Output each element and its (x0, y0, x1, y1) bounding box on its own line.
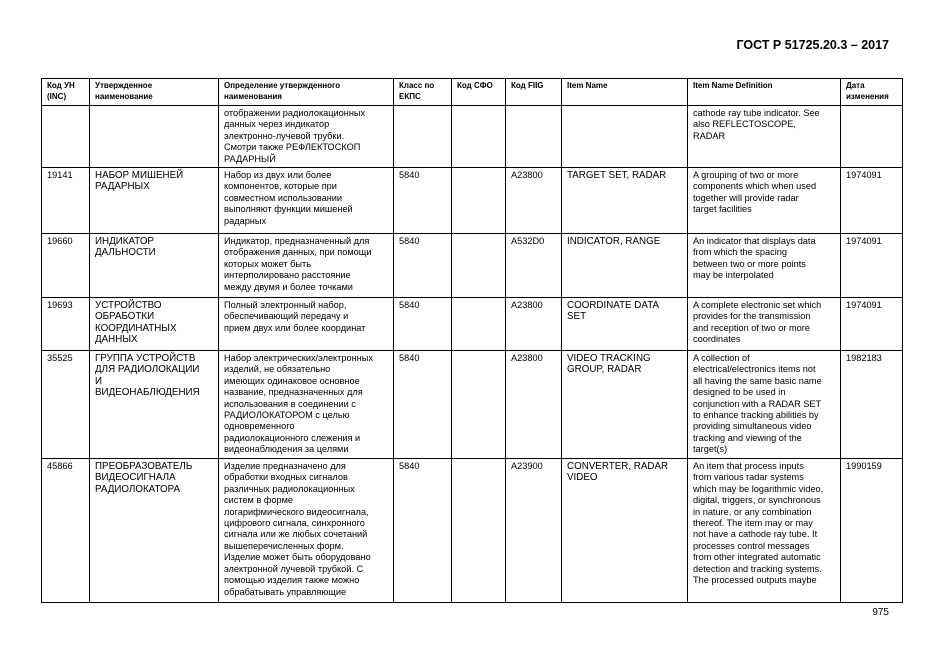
cell-sfo (452, 168, 506, 234)
cell-item-definition: An indicator that displays data from which the spacing between two or more points may be interpolated (688, 234, 841, 298)
cell-approved-name: ПРЕОБРАЗОВАТЕЛЬ ВИДЕОСИГНАЛА РАДИОЛОКАТОРА (90, 459, 219, 603)
col-header-item-name: Item Name (562, 79, 688, 106)
cell-date: 1974091 (841, 234, 903, 298)
table-row (42, 168, 903, 234)
cell-approved-name: ГРУППА УСТРОЙСТВ ДЛЯ РАДИОЛОКАЦИИ И ВИДЕОНАБЛЮДЕНИЯ (90, 351, 219, 459)
cell-class (394, 106, 452, 168)
cell-item-name: TARGET SET, RADAR (562, 168, 688, 234)
cell-definition: Набор электрических/электронных изделий, не обязательно имеющих одинаковое основное название, предназначенных для использования в соединении с РАДИОЛОКАТОРОМ с целью одновременного радиолокационного слежения и видеонаблюдения за целями (219, 351, 394, 459)
cell-item-name: CONVERTER, RADAR VIDEO (562, 459, 688, 603)
cell-class: 5840 (394, 298, 452, 351)
cell-item-definition: A grouping of two or more components which when used together will provide radar target facilities (688, 168, 841, 234)
cell-definition: Изделие предназначено для обработки входных сигналов различных радиолокационных систем в форме логарифмического видеосигнала, цифрового сигнала, синхронного сигнала или же любых сочетаний вышеперечисленных форм. Изделие может быть оборудовано электронной лучевой трубкой. С помощью изделия также можно обрабатывать управляющие (219, 459, 394, 603)
standard-number: ГОСТ Р 51725.20.3 – 2017 (736, 38, 889, 52)
cell-fiig: A23800 (506, 168, 562, 234)
cell-date: 1990159 (841, 459, 903, 603)
cell-item-definition: An item that process inputs from various radar systems which may be logarithmic video, digital, triggers, or synchronous in nature, or any combination thereof. The item may or may not have a cathode ray tube. It processes control messages from other integrated automatic detection and tracking systems. The processed outputs maybe (688, 459, 841, 603)
cell-class: 5840 (394, 168, 452, 234)
cell-date (841, 106, 903, 168)
col-header-sfo: Код СФО (452, 79, 506, 106)
col-header-approved-name: Утвержденное наименование (90, 79, 219, 106)
cell-item-definition: cathode ray tube indicator. See also REFLECTOSCOPE, RADAR (688, 106, 841, 168)
cell-fiig: A23900 (506, 459, 562, 603)
table-row (42, 351, 903, 459)
cell-sfo (452, 459, 506, 603)
classification-table (41, 78, 903, 603)
cell-item-name: INDICATOR, RANGE (562, 234, 688, 298)
cell-inc: 19693 (42, 298, 90, 351)
col-header-class: Класс по ЕКПС (394, 79, 452, 106)
page-number: 975 (872, 607, 889, 618)
cell-class: 5840 (394, 234, 452, 298)
cell-inc: 35525 (42, 351, 90, 459)
cell-fiig: A23800 (506, 298, 562, 351)
cell-definition: Индикатор, предназначенный для отображения данных, при помощи которых может быть интерполировано расстояние между двумя и более точками (219, 234, 394, 298)
cell-item-definition: A collection of electrical/electronics items not all having the same basic name designed to be used in conjunction with a RADAR SET to enhance tracking abilities by providing simultaneous video tracking and viewing of the target(s) (688, 351, 841, 459)
cell-date: 1982183 (841, 351, 903, 459)
col-header-item-definition: Item Name Definition (688, 79, 841, 106)
table-row (42, 298, 903, 351)
cell-approved-name: НАБОР МИШЕНЕЙ РАДАРНЫХ (90, 168, 219, 234)
cell-approved-name: УСТРОЙСТВО ОБРАБОТКИ КООРДИНАТНЫХ ДАННЫХ (90, 298, 219, 351)
cell-fiig (506, 106, 562, 168)
cell-sfo (452, 298, 506, 351)
col-header-inc: Код УН (INC) (42, 79, 90, 106)
cell-item-name: VIDEO TRACKING GROUP, RADAR (562, 351, 688, 459)
cell-definition: Полный электронный набор, обеспечивающий передачу и прием двух или более координат (219, 298, 394, 351)
cell-approved-name (90, 106, 219, 168)
cell-inc: 19660 (42, 234, 90, 298)
cell-inc (42, 106, 90, 168)
cell-sfo (452, 351, 506, 459)
cell-sfo (452, 234, 506, 298)
cell-date: 1974091 (841, 168, 903, 234)
col-header-date: Дата изменения (841, 79, 903, 106)
cell-fiig: A23800 (506, 351, 562, 459)
table-row (42, 234, 903, 298)
cell-inc: 45866 (42, 459, 90, 603)
cell-fiig: A532D0 (506, 234, 562, 298)
cell-definition: Набор из двух или более компонентов, которые при совместном использовании выполняют функции мишеней радарных (219, 168, 394, 234)
cell-approved-name: ИНДИКАТОР ДАЛЬНОСТИ (90, 234, 219, 298)
cell-class: 5840 (394, 351, 452, 459)
cell-item-name (562, 106, 688, 168)
table-row (42, 459, 903, 603)
header-row (42, 79, 903, 106)
cell-item-name: COORDINATE DATA SET (562, 298, 688, 351)
col-header-definition: Определение утвержденного наименования (219, 79, 394, 106)
cell-class: 5840 (394, 459, 452, 603)
cell-sfo (452, 106, 506, 168)
cell-definition: отображении радиолокационных данных через индикатор электронно-лучевой трубки. Смотри также РЕФЛЕКТОСКОП РАДАРНЫЙ (219, 106, 394, 168)
table-row (42, 106, 903, 168)
cell-date: 1974091 (841, 298, 903, 351)
cell-item-definition: A complete electronic set which provides for the transmission and reception of two or more coordinates (688, 298, 841, 351)
cell-inc: 19141 (42, 168, 90, 234)
col-header-fiig: Код FIIG (506, 79, 562, 106)
